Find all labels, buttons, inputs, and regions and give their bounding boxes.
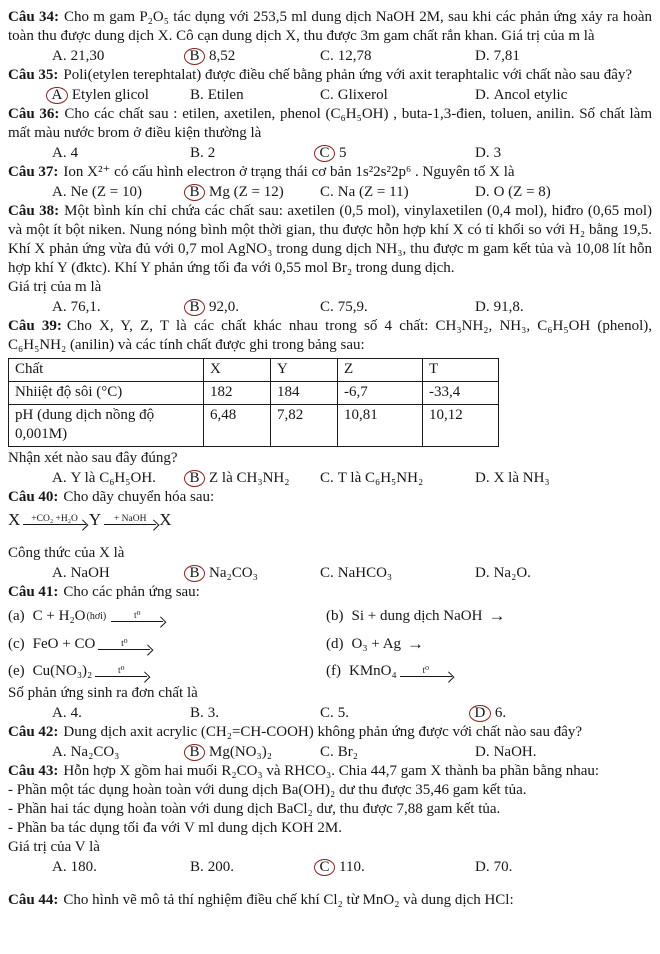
option-letter: B — [184, 744, 205, 761]
option-c — [320, 182, 475, 202]
option-letter: B. — [190, 145, 204, 161]
option-letter: C. — [320, 48, 334, 64]
reaction-row — [326, 662, 652, 681]
reaction-formula: Cu(NO₃)₂ — [32, 663, 93, 679]
table-cell: 182 — [204, 382, 271, 405]
option-letter: D. — [475, 565, 490, 581]
reaction-formula: O₃ + Ag — [351, 636, 402, 652]
question-42 — [8, 723, 652, 762]
option-letter: D. — [475, 859, 490, 875]
table-header-cell: T — [423, 359, 499, 382]
part-line: - Phần một tác dụng hoàn toàn với dung dịch Ba(OH)₂ dư thu được 35,46 gam kết tủa. — [8, 782, 527, 798]
option-c — [320, 85, 475, 105]
question-post-text: Nhận xét nào sau đây đúng? — [8, 450, 178, 466]
option-letter: A. — [52, 705, 67, 721]
option-letter: A. — [52, 744, 67, 760]
option-letter: A. — [52, 565, 67, 581]
option-d — [475, 46, 652, 66]
option-text: 7,81 — [493, 48, 520, 64]
option-letter: A. — [52, 145, 67, 161]
part-line: - Phần ba tác dụng tối đa với V ml dung dịch KOH 2M. — [8, 820, 343, 836]
option-text: 8,52 — [209, 48, 236, 64]
option-text: 5. — [337, 705, 350, 721]
option-text: T là C₆H₅NH₂ — [337, 470, 424, 486]
option-a — [52, 742, 190, 762]
table-cell: 10,81 — [338, 405, 423, 447]
reaction-tag: (b) — [326, 608, 344, 624]
question-43 — [8, 762, 652, 877]
question-text: Câu 41: Cho các phản ứng sau: — [8, 584, 200, 600]
option-d — [475, 143, 652, 163]
option-letter: B — [184, 565, 205, 582]
spacer — [8, 877, 652, 891]
question-text: Câu 43: Hỗn hợp X gồm hai muối R₂CO₃ và RHCO₃. Chia 44,7 gam X thành ba phần bằng nhau: — [8, 763, 600, 779]
option-text: Br₂ — [337, 744, 358, 760]
option-letter: B. — [190, 705, 204, 721]
table-header-cell: Z — [338, 359, 423, 382]
option-letter: D. — [475, 470, 490, 486]
option-c — [320, 742, 475, 762]
question-38 — [8, 202, 652, 317]
option-b — [190, 563, 320, 583]
question-36 — [8, 105, 652, 163]
option-letter: B. — [190, 859, 204, 875]
table-row — [9, 382, 499, 405]
option-text: Etylen glicol — [71, 87, 149, 103]
option-text: 12,78 — [337, 48, 372, 64]
part-line: - Phần hai tác dụng hoàn toàn với dung dịch BaCl₂ dư, thu được 7,88 gam kết tủa. — [8, 801, 501, 817]
option-letter: A. — [52, 859, 67, 875]
option-a — [52, 46, 190, 66]
species-x2: X — [159, 510, 172, 529]
question-number: Câu 44: — [8, 892, 59, 908]
option-letter: A. — [52, 470, 67, 486]
option-c — [320, 46, 475, 66]
reaction-tag: (d) — [326, 636, 344, 652]
option-a — [52, 143, 190, 163]
options-row — [8, 143, 652, 163]
option-c — [320, 468, 475, 488]
arrow-right-icon — [407, 634, 424, 655]
question-number: Câu 36: — [8, 106, 60, 122]
option-letter: C — [314, 859, 335, 876]
table-cell: 10,12 — [423, 405, 499, 447]
option-d — [475, 742, 652, 762]
option-text: Ancol etylic — [493, 87, 568, 103]
option-letter: D. — [475, 744, 490, 760]
row-label: Nhiiệt độ sôi (°C) — [9, 382, 204, 405]
question-text: Câu 40: Cho dãy chuyển hóa sau: — [8, 489, 215, 505]
option-b — [190, 46, 320, 66]
species-y: Y — [88, 510, 102, 529]
question-number: Câu 37: — [8, 164, 59, 180]
option-d — [475, 297, 652, 317]
option-text: Z là CH₃NH₂ — [209, 470, 290, 486]
question-number: Câu 42: — [8, 724, 59, 740]
options-row — [8, 563, 652, 583]
formula-subscript: (hơi) — [86, 611, 107, 622]
row-label: pH (dung dịch nồng độ 0,001M) — [9, 405, 204, 447]
question-number: Câu 39: — [8, 318, 62, 334]
arrow-right-icon — [488, 606, 505, 627]
conversion-scheme — [8, 510, 652, 529]
options-row — [8, 85, 652, 105]
option-text: NaOH — [70, 565, 110, 581]
question-post-text: Công thức của X là — [8, 545, 125, 561]
option-text: 3 — [493, 145, 502, 161]
option-b — [190, 85, 320, 105]
option-letter: C. — [320, 705, 334, 721]
question-text: Câu 37: Ion X²⁺ có cấu hình electron ở trạng thái cơ bản 1s²2s²2p⁶ . Nguyên tố X là — [8, 164, 515, 180]
option-b — [190, 857, 320, 877]
arrow-label: +CO₂ +H₂O — [31, 513, 78, 524]
reaction-tag: (e) — [8, 663, 25, 679]
option-text: Na (Z = 11) — [337, 184, 409, 200]
reaction-arrow-icon — [98, 639, 150, 650]
reaction-row — [8, 634, 326, 655]
table-cell: 184 — [271, 382, 338, 405]
question-text: Câu 36: Cho các chất sau : etilen, axetilen, phenol (C₆H₅OH) , buta-1,3-đien, toluen, anilin. Số chất làm mất màu nước brom ở điều kiện thường là — [8, 106, 652, 141]
option-b — [190, 468, 320, 488]
option-text: 4 — [70, 145, 79, 161]
option-letter: C. — [320, 470, 334, 486]
option-c — [320, 563, 475, 583]
question-number: Câu 41: — [8, 584, 59, 600]
question-37 — [8, 163, 652, 202]
question-41 — [8, 583, 652, 723]
option-letter: C. — [320, 744, 334, 760]
option-text: 92,0. — [209, 299, 240, 315]
option-letter: B — [184, 48, 205, 65]
reaction-formula: Si + dung dịch NaOH — [351, 608, 483, 624]
option-text: 70. — [493, 859, 513, 875]
option-text: Na₂O. — [493, 565, 531, 581]
option-letter: C. — [320, 87, 334, 103]
option-text: Y là C₆H₅OH. — [70, 470, 156, 486]
question-number: Câu 34: — [8, 9, 59, 25]
option-d — [475, 85, 652, 105]
option-text: Glixerol — [337, 87, 388, 103]
option-text: 3. — [207, 705, 220, 721]
option-d — [475, 563, 652, 583]
reaction-arrow-icon — [111, 611, 163, 622]
option-text: 2 — [207, 145, 216, 161]
option-c — [320, 703, 475, 723]
reaction-formula: C + H₂O — [32, 608, 86, 624]
question-text: Câu 38: Một bình kín chỉ chứa các chất sau: axetilen (0,5 mol), vinylaxetilen (0,4 mol), hiđro (0,65 mol) và một ít bột niken. Nung nóng bình một thời gian, thu được hỗn hợp khí X có tỉ khối so với H₂ bằng 19,5. Khí X phản ứng vừa đủ với 0,7 mol AgNO₃ trong dung dịch NH₃, thu được m gam kết tủa và 10,08 lít hỗn hợp khí Y (đktc). Khí Y phản ứng tối đa với 0,55 mol Br₂ trong dung dịch. — [8, 203, 653, 276]
options-row — [8, 857, 652, 877]
options-row — [8, 703, 652, 723]
reaction-tag: (f) — [326, 663, 341, 679]
option-b — [190, 182, 320, 202]
question-40 — [8, 488, 652, 583]
question-39 — [8, 317, 652, 488]
option-text: 76,1. — [70, 299, 101, 315]
arrow-label: t⁰ — [134, 610, 141, 621]
option-text: 110. — [339, 859, 365, 875]
options-row — [8, 46, 652, 66]
option-letter: B. — [190, 87, 204, 103]
reaction-arrow-icon — [400, 666, 452, 677]
option-text: Mg (Z = 12) — [209, 184, 284, 200]
option-b — [190, 742, 320, 762]
reaction-formula: FeO + CO — [32, 636, 96, 652]
option-letter: C. — [320, 299, 334, 315]
option-a — [52, 297, 190, 317]
species-x: X — [8, 510, 21, 529]
option-text: Na₂CO₃ — [70, 744, 120, 760]
option-a — [52, 468, 190, 488]
option-text: 91,8. — [493, 299, 524, 315]
option-letter: C. — [320, 565, 334, 581]
table-cell: -6,7 — [338, 382, 423, 405]
option-text: Ne (Z = 10) — [70, 184, 142, 200]
question-number: Câu 35: — [8, 67, 59, 83]
option-text: 5 — [339, 145, 347, 161]
option-a — [52, 85, 190, 105]
option-letter: D. — [475, 299, 490, 315]
question-post-text: Số phản ứng sinh ra đơn chất là — [8, 685, 198, 701]
option-letter: C. — [320, 184, 334, 200]
option-text: X là NH₃ — [493, 470, 550, 486]
option-text: 200. — [207, 859, 235, 875]
option-a — [52, 563, 190, 583]
arrow-label: + NaOH — [113, 513, 147, 524]
option-text: 180. — [70, 859, 97, 875]
option-letter: A. — [52, 48, 67, 64]
question-number: Câu 40: — [8, 489, 59, 505]
option-text: 4. — [70, 705, 82, 721]
question-number: Câu 38: — [8, 203, 60, 219]
option-text: O (Z = 8) — [493, 184, 551, 200]
option-d — [475, 857, 652, 877]
option-a — [52, 857, 190, 877]
option-text: NaOH. — [493, 744, 537, 760]
table-header-row — [9, 359, 499, 382]
reaction-arrow-icon — [95, 666, 147, 677]
reaction-row — [326, 606, 652, 627]
options-row — [8, 297, 652, 317]
option-letter: D — [469, 705, 491, 722]
arrow-label: t⁰ — [422, 665, 429, 676]
question-number: Câu 43: — [8, 763, 59, 779]
properties-table — [8, 358, 499, 447]
option-text: Na₂CO₃ — [209, 565, 258, 581]
question-post-text: Giá trị của m là — [8, 279, 102, 295]
arrow-label: t⁰ — [121, 638, 128, 649]
option-b — [190, 297, 320, 317]
arrow-label: t⁰ — [118, 665, 125, 676]
option-letter: A. — [52, 299, 67, 315]
option-b — [190, 143, 320, 163]
option-b — [190, 703, 320, 723]
reaction-tag: (c) — [8, 636, 25, 652]
question-text: Câu 35: Poli(etylen terephtalat) được điều chế bằng phản ứng với axit teraphtalic với chất nào sau đây? — [8, 67, 633, 83]
option-a — [52, 182, 190, 202]
option-d — [475, 468, 652, 488]
table-header-cell: Chất — [9, 359, 204, 382]
option-text: Mg(NO₃)₂ — [209, 744, 272, 760]
option-letter: D. — [475, 145, 490, 161]
reaction-row — [326, 634, 652, 655]
option-letter: B — [184, 470, 205, 487]
table-row — [9, 405, 499, 447]
option-letter: D. — [475, 48, 490, 64]
question-text: Câu 39: Cho X, Y, Z, T là các chất khác nhau trong số 4 chất: CH₃NH₂, NH₃, C₆H₅OH (phenol), C₆H₅NH₂ (anilin) và các tính chất được ghi trong bảng sau: — [8, 318, 652, 353]
option-letter: B — [184, 184, 205, 201]
option-c — [320, 857, 475, 877]
question-post-text: Giá trị của V là — [8, 839, 100, 855]
option-c — [320, 143, 475, 163]
table-cell: 6,48 — [204, 405, 271, 447]
reaction-arrow-icon — [104, 514, 156, 525]
table-header-cell: X — [204, 359, 271, 382]
question-35 — [8, 66, 652, 105]
table-cell: -33,4 — [423, 382, 499, 405]
options-row — [8, 742, 652, 762]
option-a — [52, 703, 190, 723]
question-text: Câu 34: Cho m gam P₂O₅ tác dụng với 253,5 ml dung dịch NaOH 2M, sau khi các phản ứng xảy ra hoàn toàn thu được dung dịch X. Cô cạn dung dịch X, thu được 3m gam chất rắn khan. Giá trị của m là — [8, 9, 653, 44]
reaction-list — [8, 606, 652, 681]
reaction-row — [8, 606, 326, 627]
option-d — [475, 182, 652, 202]
option-d — [475, 703, 652, 723]
option-letter: A. — [52, 184, 67, 200]
question-34 — [8, 8, 652, 66]
option-letter: D. — [475, 87, 490, 103]
reaction-tag: (a) — [8, 608, 25, 624]
question-text: Câu 42: Dung dịch axit acrylic (CH₂=CH-COOH) không phản ứng được với chất nào sau đây? — [8, 724, 583, 740]
question-44 — [8, 891, 652, 910]
option-text: 6. — [494, 705, 507, 721]
option-text: NaHCO₃ — [337, 565, 393, 581]
options-row — [8, 468, 652, 488]
reaction-arrow-icon — [23, 514, 86, 525]
question-text: Câu 44: Cho hình vẽ mô tả thí nghiệm điều chế khí Cl₂ từ MnO₂ và dung dịch HCl: — [8, 892, 514, 908]
reaction-formula: KMnO₄ — [349, 663, 397, 679]
option-text: 75,9. — [337, 299, 368, 315]
table-cell: 7,82 — [271, 405, 338, 447]
option-letter: C — [314, 145, 335, 162]
option-letter: D. — [475, 184, 490, 200]
option-text: Etilen — [207, 87, 244, 103]
option-letter: A — [46, 87, 68, 104]
option-letter: B — [184, 299, 205, 316]
option-text: 21,30 — [70, 48, 105, 64]
reaction-row — [8, 662, 326, 681]
options-row — [8, 182, 652, 202]
table-header-cell: Y — [271, 359, 338, 382]
option-c — [320, 297, 475, 317]
